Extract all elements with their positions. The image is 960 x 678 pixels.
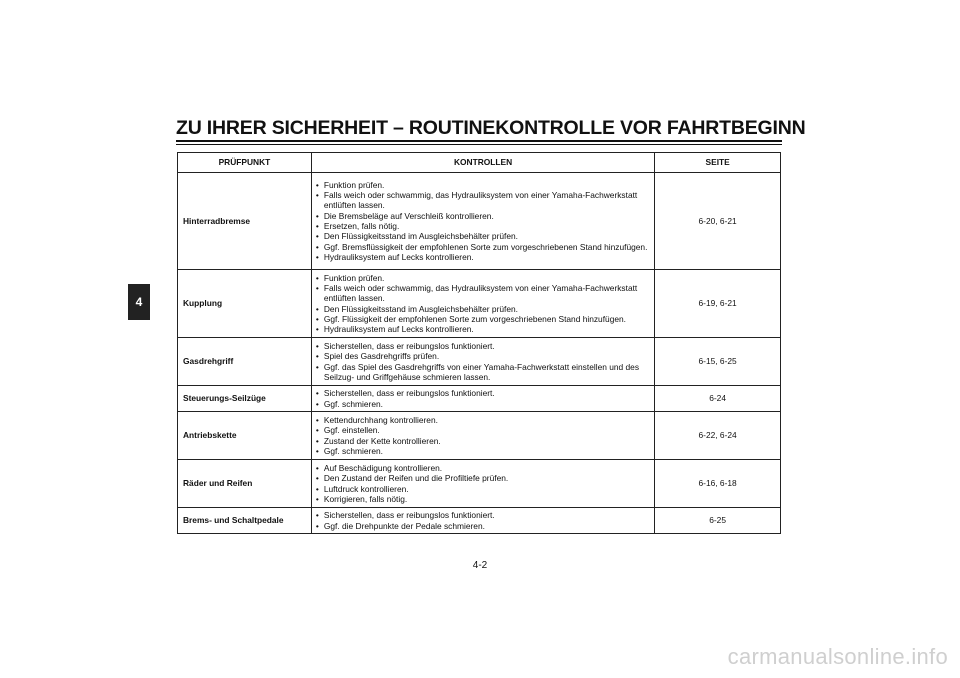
check-item: Hinterradbremse — [178, 173, 312, 270]
page-reference: 6-24 — [655, 386, 781, 412]
check-bullet: • Ggf. das Spiel des Gasdrehgriffs von einer Yamaha-Fachwerkstatt einstellen und des Seilzug- und Griffgehäuse schmieren lassen. — [316, 362, 650, 383]
header-pruefpunkt: PRÜFPUNKT — [178, 153, 312, 173]
check-bullet: • Funktion prüfen. — [316, 180, 650, 190]
check-list — [311, 270, 654, 338]
table-row — [178, 508, 781, 534]
table-row — [178, 412, 781, 460]
check-bullet: • Den Flüssigkeitsstand im Ausgleichsbehälter prüfen. — [316, 231, 650, 241]
page-reference: 6-25 — [655, 508, 781, 534]
check-bullets — [316, 180, 650, 262]
page-number: 4-2 — [472, 560, 488, 571]
header-kontrollen: KONTROLLEN — [311, 153, 654, 173]
check-bullet: • Korrigieren, falls nötig. — [316, 494, 650, 504]
check-bullet: • Ggf. Flüssigkeit der empfohlenen Sorte zum vorgeschriebenen Stand hinzufügen. — [316, 314, 650, 324]
page-reference: 6-22, 6-24 — [655, 412, 781, 460]
table-row — [178, 270, 781, 338]
check-item: Räder und Reifen — [178, 460, 312, 508]
check-list — [311, 173, 654, 270]
check-bullet: • Falls weich oder schwammig, das Hydrauliksystem von einer Yamaha-Fachwerkstatt entlüften lassen. — [316, 283, 650, 304]
chapter-tab: 4 — [128, 284, 150, 320]
check-list — [311, 412, 654, 460]
check-bullet: • Ggf. schmieren. — [316, 446, 650, 456]
check-bullet: • Zustand der Kette kontrollieren. — [316, 436, 650, 446]
check-bullet: • Die Bremsbeläge auf Verschleiß kontrollieren. — [316, 211, 650, 221]
check-item: Kupplung — [178, 270, 312, 338]
check-bullet: • Falls weich oder schwammig, das Hydrauliksystem von einer Yamaha-Fachwerkstatt entlüften lassen. — [316, 190, 650, 211]
check-list — [311, 508, 654, 534]
check-list — [311, 338, 654, 386]
check-bullet: • Hydrauliksystem auf Lecks kontrollieren. — [316, 324, 650, 334]
check-bullets — [316, 510, 650, 531]
table-row — [178, 460, 781, 508]
check-bullet: • Kettendurchhang kontrollieren. — [316, 415, 650, 425]
check-bullet: • Ggf. schmieren. — [316, 399, 650, 409]
check-bullets — [316, 463, 650, 504]
check-bullets — [316, 341, 650, 382]
check-bullets — [316, 388, 650, 409]
check-item: Steuerungs-Seilzüge — [178, 386, 312, 412]
page-reference: 6-16, 6-18 — [655, 460, 781, 508]
check-bullet: • Ersetzen, falls nötig. — [316, 221, 650, 231]
check-bullet: • Sicherstellen, dass er reibungslos funktioniert. — [316, 341, 650, 351]
check-item: Antriebskette — [178, 412, 312, 460]
watermark: carmanualsonline.info — [727, 644, 948, 669]
check-bullet: • Ggf. Bremsflüssigkeit der empfohlenen Sorte zum vorgeschriebenen Stand hinzufügen. — [316, 242, 650, 252]
table-header-row — [178, 153, 781, 173]
page-title: ZU IHRER SICHERHEIT – ROUTINEKONTROLLE VOR FAHRTBEGINN — [176, 117, 806, 139]
check-bullet: • Den Zustand der Reifen und die Profiltiefe prüfen. — [316, 473, 650, 483]
check-bullet: • Den Flüssigkeitsstand im Ausgleichsbehälter prüfen. — [316, 304, 650, 314]
check-bullet: • Luftdruck kontrollieren. — [316, 484, 650, 494]
check-bullet: • Sicherstellen, dass er reibungslos funktioniert. — [316, 388, 650, 398]
header-seite: SEITE — [655, 153, 781, 173]
page-reference: 6-20, 6-21 — [655, 173, 781, 270]
check-bullet: • Spiel des Gasdrehgriffs prüfen. — [316, 351, 650, 361]
check-bullet: • Auf Beschädigung kontrollieren. — [316, 463, 650, 473]
check-bullet: • Hydrauliksystem auf Lecks kontrollieren. — [316, 252, 650, 262]
check-bullet: • Funktion prüfen. — [316, 273, 650, 283]
check-bullet: • Sicherstellen, dass er reibungslos funktioniert. — [316, 510, 650, 520]
check-item: Gasdrehgriff — [178, 338, 312, 386]
title-rule-thin — [176, 144, 782, 145]
check-bullet: • Ggf. die Drehpunkte der Pedale schmieren. — [316, 521, 650, 531]
checklist-table — [177, 152, 781, 534]
check-bullets — [316, 273, 650, 335]
page-reference: 6-19, 6-21 — [655, 270, 781, 338]
table-row — [178, 338, 781, 386]
check-bullets — [316, 415, 650, 456]
check-list — [311, 460, 654, 508]
title-rule — [176, 140, 782, 142]
check-item: Brems- und Schaltpedale — [178, 508, 312, 534]
check-list — [311, 386, 654, 412]
table-row — [178, 173, 781, 270]
check-bullet: • Ggf. einstellen. — [316, 425, 650, 435]
table-row — [178, 386, 781, 412]
page-reference: 6-15, 6-25 — [655, 338, 781, 386]
